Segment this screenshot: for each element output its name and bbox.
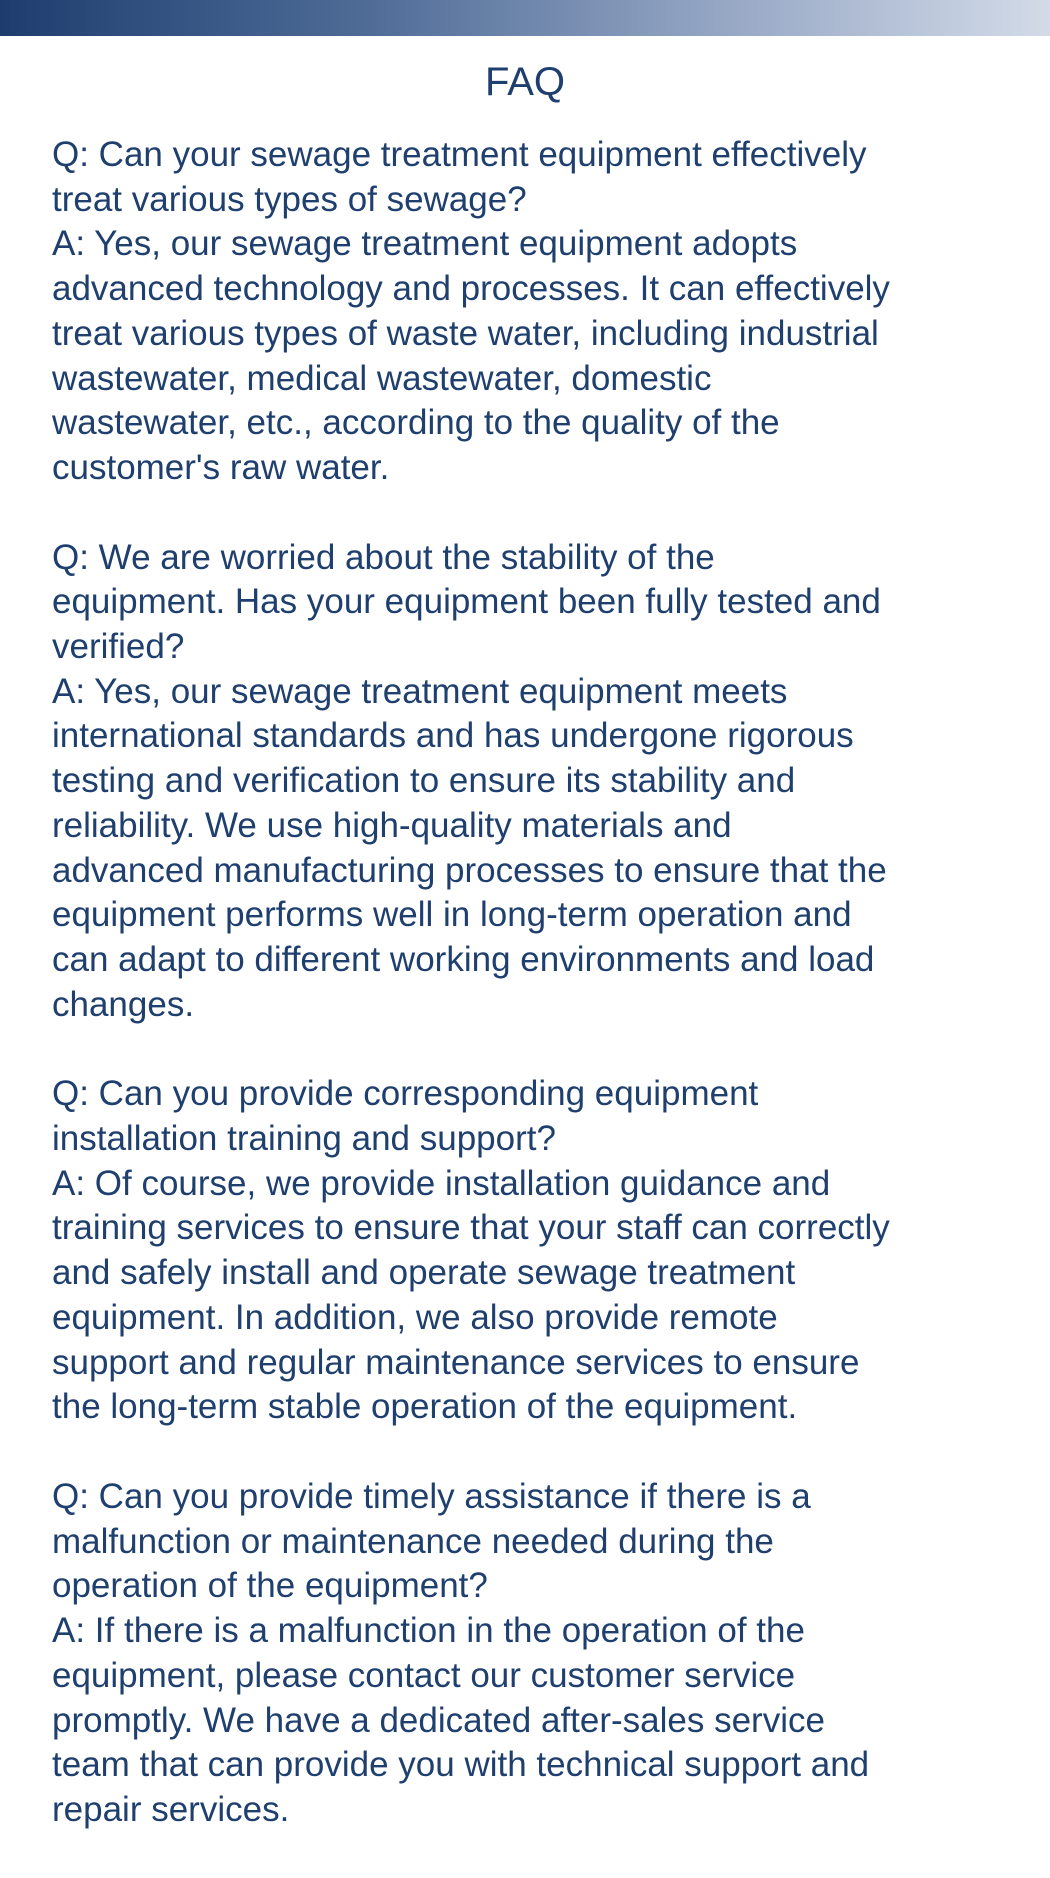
answer-line: wastewater, etc., according to the quality of the — [52, 403, 780, 443]
faq-answer — [52, 670, 1012, 1028]
page-title: FAQ — [484, 60, 566, 104]
faq-answer — [52, 222, 1012, 490]
answer-line: equipment. In addition, we also provide remote — [52, 1297, 778, 1337]
faq-question — [52, 133, 1012, 222]
answer-line: advanced manufacturing processes to ensure that the — [52, 850, 887, 890]
answer-line: A: If there is a malfunction in the operation of the — [52, 1611, 805, 1651]
answer-line: changes. — [52, 984, 195, 1024]
answer-line: equipment, please contact our customer service — [52, 1655, 796, 1695]
faq-answer — [52, 1162, 1012, 1430]
question-line: equipment. Has your equipment been fully tested and — [52, 582, 881, 622]
answer-line: and safely install and operate sewage treatment — [52, 1253, 796, 1293]
answer-line: reliability. We use high-quality materials and — [52, 805, 732, 845]
question-line: malfunction or maintenance needed during the — [52, 1521, 774, 1561]
answer-line: customer's raw water. — [52, 447, 390, 487]
faq-question — [52, 1072, 1012, 1161]
faq-question — [52, 1475, 1012, 1609]
question-line: verified? — [52, 627, 185, 667]
faq-answer — [52, 1609, 1012, 1833]
faq-item — [52, 133, 1012, 491]
answer-line: testing and verification to ensure its stability and — [52, 761, 796, 801]
answer-line: treat various types of waste water, including industrial — [52, 313, 879, 353]
faq-item — [52, 536, 1012, 1028]
question-line: treat various types of sewage? — [52, 179, 527, 219]
answer-line: advanced technology and processes. It can effectively — [52, 269, 890, 309]
answer-line: A: Of course, we provide installation guidance and — [52, 1163, 831, 1203]
answer-line: the long-term stable operation of the equipment. — [52, 1387, 798, 1427]
faq-item — [52, 1475, 1012, 1833]
answer-line: promptly. We have a dedicated after-sales service — [52, 1700, 825, 1740]
faq-question — [52, 536, 1012, 670]
question-line: operation of the equipment? — [52, 1566, 488, 1606]
answer-line: training services to ensure that your staff can correctly — [52, 1208, 890, 1248]
answer-line: team that can provide you with technical support and — [52, 1745, 870, 1785]
question-line: Q: Can your sewage treatment equipment effectively — [52, 135, 867, 174]
faq-list — [52, 133, 1012, 1878]
answer-line: repair services. — [52, 1789, 290, 1829]
answer-line: can adapt to different working environments and load — [52, 939, 875, 979]
answer-line: international standards and has undergone rigorous — [52, 716, 854, 756]
answer-line: A: Yes, our sewage treatment equipment meets — [52, 671, 788, 711]
answer-line: wastewater, medical wastewater, domestic — [52, 358, 712, 398]
question-line: Q: Can you provide timely assistance if there is a — [52, 1476, 811, 1516]
faq-item — [52, 1072, 1012, 1430]
header-gradient-band — [0, 0, 1050, 36]
answer-line: support and regular maintenance services to ensure — [52, 1342, 860, 1382]
answer-line: equipment performs well in long-term operation and — [52, 895, 852, 935]
question-line: Q: Can you provide corresponding equipment — [52, 1074, 759, 1114]
question-line: Q: We are worried about the stability of the — [52, 537, 715, 577]
answer-line: A: Yes, our sewage treatment equipment adopts — [52, 224, 798, 264]
question-line: installation training and support? — [52, 1119, 556, 1159]
